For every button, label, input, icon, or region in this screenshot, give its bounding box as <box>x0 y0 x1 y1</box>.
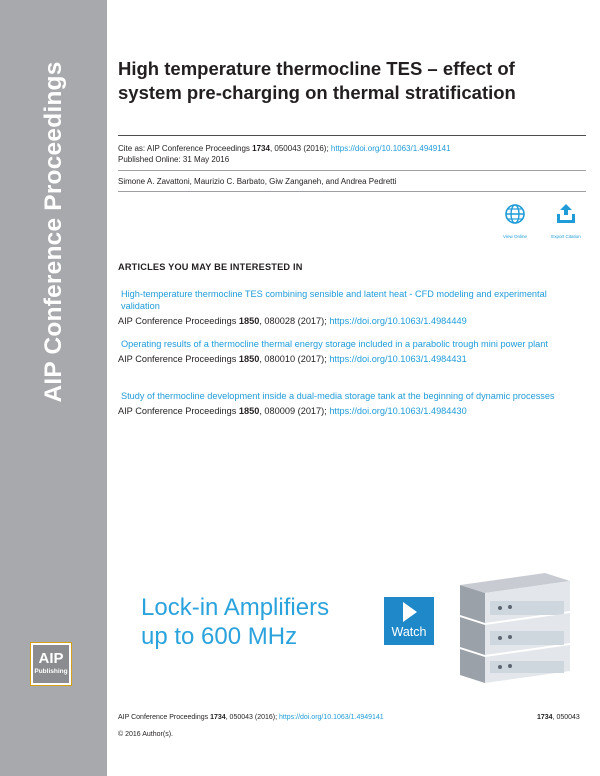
footer-citation <box>118 713 384 723</box>
citation-line <box>118 143 451 154</box>
cite-volume: 1734 <box>252 144 270 153</box>
authors-divider <box>118 191 586 192</box>
watch-button[interactable] <box>384 597 434 645</box>
title-divider <box>118 135 586 136</box>
logo-aip-text: AIP <box>38 650 64 667</box>
ad-headline: Lock-in Amplifiers up to 600 MHz <box>141 594 330 650</box>
export-citation-button[interactable] <box>549 203 583 239</box>
footer-rest: , 050043 (2016); <box>225 714 279 721</box>
related-article-3 <box>118 390 584 417</box>
article-journal: AIP Conference Proceedings <box>118 354 239 364</box>
aip-publishing-logo[interactable] <box>30 642 72 686</box>
article-journal: AIP Conference Proceedings <box>118 316 239 326</box>
article-rest: , 080028 (2017); <box>259 316 330 326</box>
article-doi-link[interactable]: https://doi.org/10.1063/1.4984430 <box>329 406 467 416</box>
export-icon <box>554 203 578 225</box>
related-article-citation <box>118 405 584 417</box>
footer-volume: 1734 <box>210 714 226 721</box>
globe-icon <box>504 203 526 225</box>
logo-publishing-text: Publishing <box>34 668 68 675</box>
article-rest: , 080010 (2017); <box>259 354 330 364</box>
logo-mark <box>33 645 69 683</box>
related-article-2 <box>118 338 584 365</box>
watch-label: Watch <box>391 625 427 639</box>
footer-journal: AIP Conference Proceedings <box>118 714 211 721</box>
article-volume: 1850 <box>238 316 260 326</box>
view-online-label: View Online <box>503 234 527 239</box>
article-doi-link[interactable]: https://doi.org/10.1063/1.4984449 <box>329 316 467 326</box>
footer-doi-link[interactable]: https://doi.org/10.1063/1.4949141 <box>279 714 384 721</box>
copyright: © 2016 Author(s). <box>118 731 173 738</box>
published-date: Published Online: 31 May 2016 <box>118 155 230 164</box>
related-article-citation <box>118 315 584 327</box>
footer-page-id <box>537 713 580 723</box>
instrument-stack-image <box>450 565 576 688</box>
article-rest: , 080009 (2017); <box>259 406 330 416</box>
related-article-1 <box>118 288 584 327</box>
article-journal: AIP Conference Proceedings <box>118 406 239 416</box>
play-icon <box>384 597 434 625</box>
view-online-button[interactable] <box>498 203 532 239</box>
authors: Simone A. Zavattoni, Maurizio C. Barbato, Giw Zanganeh, and Andrea Pedretti <box>118 177 397 186</box>
cite-prefix: Cite as: AIP Conference Proceedings <box>118 144 253 153</box>
article-doi-link[interactable]: https://doi.org/10.1063/1.4984431 <box>329 354 467 364</box>
cite-doi-link[interactable]: https://doi.org/10.1063/1.4949141 <box>330 144 451 153</box>
meta-divider <box>118 170 586 171</box>
journal-name: AIP Conference Proceedings <box>40 61 67 403</box>
related-article-title-link[interactable]: High-temperature thermocline TES combining sensible and latent heat - CFD modeling and experimental validation <box>121 289 547 311</box>
footer-page-volume: 1734 <box>537 714 553 721</box>
cite-rest: , 050043 (2016); <box>269 144 331 153</box>
sidebar <box>0 0 107 776</box>
footer-page-article: , 050043 <box>552 714 580 721</box>
paper-title: High temperature thermocline TES – effect of system pre-charging on thermal stratification <box>118 58 516 103</box>
article-volume: 1850 <box>238 406 260 416</box>
related-articles-heading: ARTICLES YOU MAY BE INTERESTED IN <box>118 262 303 272</box>
article-volume: 1850 <box>238 354 260 364</box>
advertisement-banner[interactable] <box>124 565 576 688</box>
related-article-title-link[interactable]: Study of thermocline development inside a dual-media storage tank at the beginning of dynamic processes <box>121 391 555 401</box>
related-article-title-link[interactable]: Operating results of a thermocline thermal energy storage included in a parabolic trough mini power plant <box>121 339 548 349</box>
export-citation-label: Export Citation <box>551 234 581 239</box>
related-article-citation <box>118 353 584 365</box>
